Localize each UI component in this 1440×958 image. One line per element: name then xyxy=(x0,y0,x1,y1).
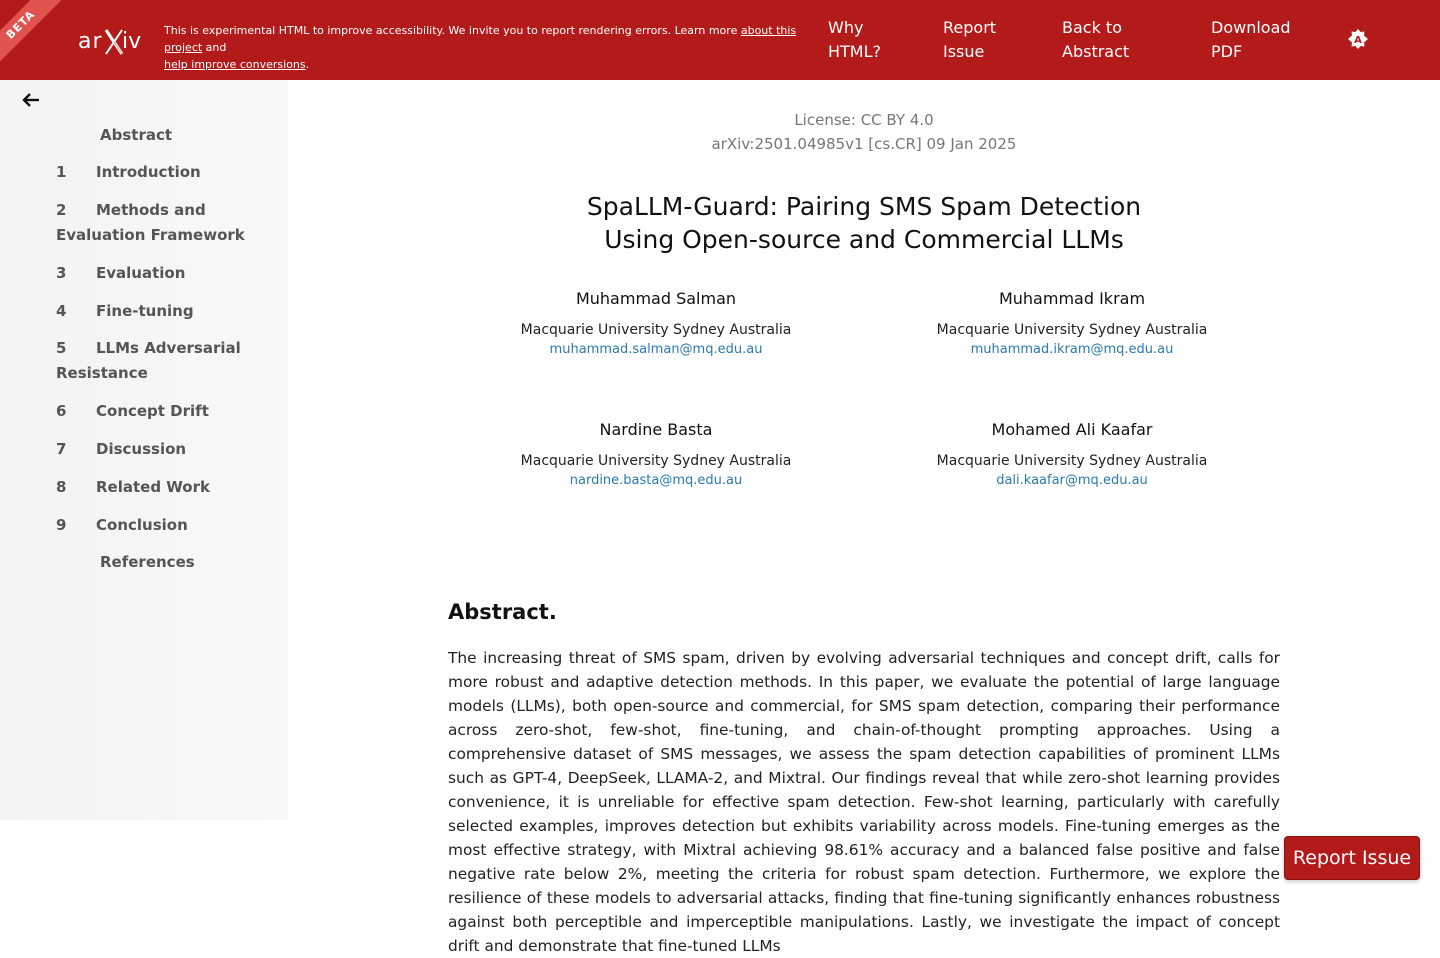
download-pdf-link[interactable]: Download PDF xyxy=(1211,18,1291,61)
toc-label: Concept Drift xyxy=(96,402,209,420)
toc-number: 9 xyxy=(56,516,67,534)
toc-number: 4 xyxy=(56,302,67,320)
author-name: Muhammad Ikram xyxy=(998,289,1146,308)
author-email[interactable]: muhammad.salman@mq.edu.au xyxy=(549,342,763,357)
author-name: Muhammad Salman xyxy=(575,289,737,308)
author-block xyxy=(864,289,1280,357)
experimental-notice xyxy=(164,22,814,73)
author-affiliation: Macquarie University Sydney Australia xyxy=(936,453,1208,469)
toc-label: Evaluation xyxy=(96,264,186,282)
notice-mid-text: and xyxy=(202,41,227,54)
toc-number: 5 xyxy=(56,339,67,357)
notice-end-text: . xyxy=(305,58,310,71)
toc-number: 2 xyxy=(56,201,67,219)
toc-item-conclusion[interactable] xyxy=(56,513,276,538)
about-project-link[interactable]: about this project xyxy=(164,24,797,54)
toc-number: 8 xyxy=(56,478,67,496)
toc-label: Methods and Evaluation Framework xyxy=(56,201,245,244)
abstract-heading: Abstract. xyxy=(448,600,557,624)
svg-text:A: A xyxy=(1354,35,1362,46)
toc-item-discussion[interactable] xyxy=(56,437,276,462)
toc-item-concept-drift[interactable] xyxy=(56,399,276,424)
toc-label: Introduction xyxy=(96,163,201,181)
author-affiliation: Macquarie University Sydney Australia xyxy=(520,453,792,469)
toc-item-methods[interactable] xyxy=(56,198,276,248)
author-affiliation: Macquarie University Sydney Australia xyxy=(936,322,1208,338)
beta-ribbon: BETA xyxy=(0,0,68,72)
author-block xyxy=(448,289,864,357)
title-line-1: SpaLLM-Guard: Pairing SMS Spam Detection xyxy=(586,192,1142,221)
arxiv-logo[interactable] xyxy=(78,24,152,58)
table-of-contents xyxy=(0,80,288,820)
toc-label: LLMs Adversarial Resistance xyxy=(56,339,241,382)
help-improve-link[interactable]: help improve conversions xyxy=(164,58,306,71)
theme-toggle-icon[interactable] xyxy=(1347,28,1369,50)
author-name: Nardine Basta xyxy=(599,420,713,439)
toc-label: Conclusion xyxy=(96,516,188,534)
toc-item-fine-tuning[interactable] xyxy=(56,299,276,324)
author-email[interactable]: nardine.basta@mq.edu.au xyxy=(569,473,743,488)
toc-label: Related Work xyxy=(96,478,210,496)
toc-label: Fine-tuning xyxy=(96,302,194,320)
top-banner xyxy=(0,0,1440,80)
toc-number: 6 xyxy=(56,402,67,420)
svg-text:iv: iv xyxy=(122,29,142,54)
toc-number: 3 xyxy=(56,264,67,282)
toc-label: Discussion xyxy=(96,440,187,458)
author-block xyxy=(448,420,864,488)
author-name: Mohamed Ali Kaafar xyxy=(991,420,1153,439)
license-line: License: CC BY 4.0 xyxy=(794,111,934,129)
toc-label: Abstract xyxy=(100,126,173,144)
arxiv-id-line: arXiv:2501.04985v1 [cs.CR] 09 Jan 2025 xyxy=(711,135,1017,153)
toc-item-introduction[interactable] xyxy=(56,160,276,185)
back-to-abstract-link[interactable]: Back to Abstract xyxy=(1062,18,1130,61)
toc-number: 1 xyxy=(56,163,67,181)
author-email[interactable]: dali.kaafar@mq.edu.au xyxy=(996,473,1148,488)
author-affiliation: Macquarie University Sydney Australia xyxy=(520,322,792,338)
toc-item-related-work[interactable] xyxy=(56,475,276,500)
toc-label: References xyxy=(100,553,195,571)
notice-text: This is experimental HTML to improve accessibility. We invite you to report rendering errors. Learn more xyxy=(164,24,741,37)
paper-title xyxy=(520,190,1208,256)
title-line-2: Using Open-source and Commercial LLMs xyxy=(604,225,1124,254)
report-issue-link[interactable]: Report Issue xyxy=(943,18,997,61)
why-html-link[interactable]: Why HTML? xyxy=(828,18,882,61)
author-email[interactable]: muhammad.ikram@mq.edu.au xyxy=(970,342,1174,357)
svg-text:ar: ar xyxy=(78,29,103,54)
collapse-arrow-icon[interactable] xyxy=(20,90,42,110)
toc-number: 7 xyxy=(56,440,67,458)
report-issue-button[interactable]: Report Issue xyxy=(1284,836,1420,880)
abstract-body: The increasing threat of SMS spam, driven by evolving adversarial techniques and concept drift, calls for more robust and adaptive detection methods. In this paper, we evaluate the potential of large language models (LLMs), both open-source and commercial, for SMS spam detection, comparing their performance across zero-shot, few-shot, fine-tuning, and chain-of-thought prompting approaches. Using a comprehensive dataset of SMS messages, we assess the spam detection capabilities of prominent LLMs such as GPT-4, DeepSeek, LLAMA-2, and Mixtral. Our findings reveal that while zero-shot learning provides convenience, it is unreliable for effective spam detection. Few-shot learning, particularly with carefully selected examples, improves detection but exhibits variability across models. Fine-tuning emerges as the most effective strategy, with Mixtral achieving 98.61% accuracy and a balanced false positive and false negative rate below 2%, meeting the criteria for robust spam detection. Furthermore, we explore the resilience of these models to adversarial attacks, finding that fine-tuning significantly enhances robustness against both perceptible and imperceptible manipulations. Lastly, we investigate the impact of concept drift and demonstrate that fine-tuned LLMs xyxy=(448,649,1280,955)
author-block xyxy=(864,420,1280,488)
toc-item-evaluation[interactable] xyxy=(56,261,276,286)
toc-item-abstract[interactable] xyxy=(100,123,320,148)
toc-item-references[interactable] xyxy=(100,550,320,575)
toc-item-adversarial[interactable] xyxy=(56,336,256,386)
